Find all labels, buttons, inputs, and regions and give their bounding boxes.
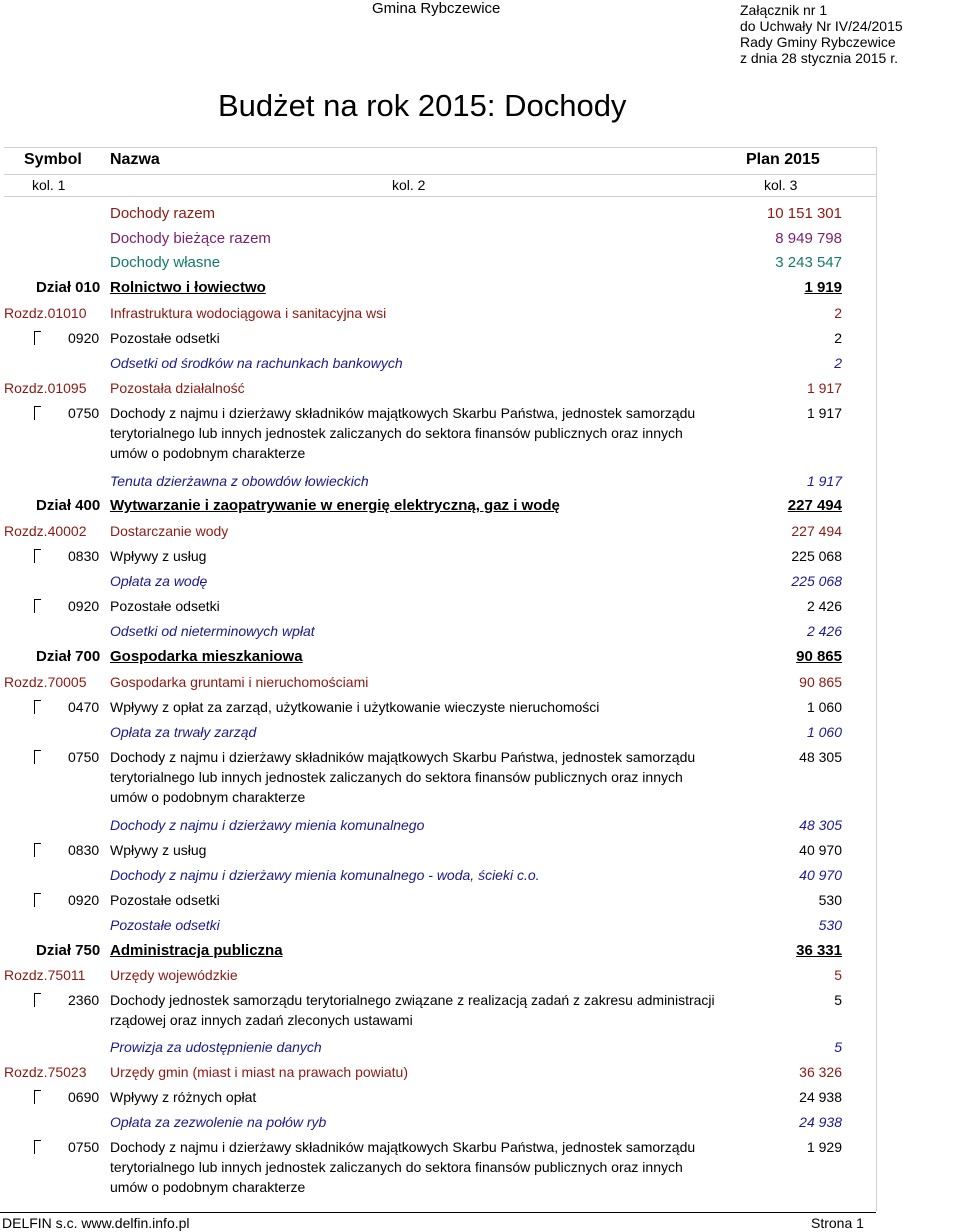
detail-value: 40 970 xyxy=(799,867,842,883)
paragraph-symbol: 0690 xyxy=(68,1089,100,1105)
summary-value: 8 949 798 xyxy=(775,230,842,247)
chapter-symbol: Rozdz.40002 xyxy=(4,523,87,539)
detail-value: 2 xyxy=(834,355,842,371)
detail-value: 225 068 xyxy=(791,573,842,589)
detail-value: 1 060 xyxy=(806,724,842,740)
paragraph-value: 2 xyxy=(834,330,842,346)
column-number-1: kol. 1 xyxy=(32,177,66,193)
chapter-name: Pozostała działalność xyxy=(110,380,245,396)
column-number-3: kol. 3 xyxy=(764,177,798,193)
bracket-icon xyxy=(34,599,45,613)
chapter-name: Gospodarka gruntami i nieruchomościami xyxy=(110,674,369,690)
attachment-line: do Uchwały Nr IV/24/2015 xyxy=(740,18,903,34)
paragraph-name: Pozostałe odsetki xyxy=(110,598,220,614)
column-header-symbol: Symbol xyxy=(24,151,82,168)
chapter-name: Urzędy wojewódzkie xyxy=(110,967,238,983)
paragraph-value: 1 929 xyxy=(806,1139,842,1155)
summary-value: 3 243 547 xyxy=(775,254,842,271)
bracket-icon xyxy=(34,993,45,1007)
chapter-name: Urzędy gmin (miast i miast na prawach powiatu) xyxy=(110,1064,408,1080)
detail-value: 24 938 xyxy=(799,1114,842,1130)
paragraph-symbol: 0470 xyxy=(68,699,100,715)
chapter-value: 1 917 xyxy=(806,380,842,396)
paragraph-value: 5 xyxy=(834,992,842,1008)
bracket-icon xyxy=(34,549,45,563)
attachment-note xyxy=(740,2,903,66)
section-value: 36 331 xyxy=(796,942,842,959)
column-number-2: kol. 2 xyxy=(392,177,426,193)
bracket-icon xyxy=(34,406,45,420)
paragraph-name: Pozostałe odsetki xyxy=(110,330,220,346)
bracket-icon xyxy=(34,750,45,764)
chapter-value: 5 xyxy=(834,967,842,983)
section-name: Rolnictwo i łowiectwo xyxy=(110,279,266,296)
summary-label: Dochody razem xyxy=(110,205,216,222)
paragraph-symbol: 0920 xyxy=(68,598,100,614)
header-divider xyxy=(4,196,876,197)
chapter-value: 2 xyxy=(834,305,842,321)
chapter-name: Dostarczanie wody xyxy=(110,523,229,539)
chapter-value: 227 494 xyxy=(791,523,842,539)
detail-name: Tenuta dzierżawna z obowdów łowieckich xyxy=(110,473,369,489)
document-title: Budżet na rok 2015: Dochody xyxy=(218,88,627,123)
detail-name: Opłata za wodę xyxy=(110,573,208,589)
detail-name: Odsetki od środków na rachunkach bankowych xyxy=(110,355,403,371)
paragraph-name: Wpływy z różnych opłat xyxy=(110,1089,257,1105)
paragraph-name: Wpływy z usług xyxy=(110,842,207,858)
chapter-symbol: Rozdz.70005 xyxy=(4,674,87,690)
chapter-symbol: Rozdz.01095 xyxy=(4,380,87,396)
section-name: Administracja publiczna xyxy=(110,942,283,959)
page-footer xyxy=(0,1212,876,1231)
chapter-name: Infrastruktura wodociągowa i sanitacyjna wsi xyxy=(110,305,387,321)
detail-name: Dochody z najmu i dzierżawy mienia komunalnego xyxy=(110,817,425,833)
municipality-name: Gmina Rybczewice xyxy=(372,0,501,17)
chapter-value: 90 865 xyxy=(799,674,842,690)
section-value: 90 865 xyxy=(796,648,842,665)
paragraph-name: Dochody z najmu i dzierżawy składników majątkowych Skarbu Państwa, jednostek samorządu terytorialnego lub innych jednostek zaliczanych do sektora finansów publicznych oraz innych umów o podobnym charakterze xyxy=(110,749,696,805)
summary-label: Dochody własne xyxy=(110,254,221,271)
summary-value: 10 151 301 xyxy=(766,205,842,222)
paragraph-symbol: 0830 xyxy=(68,548,100,564)
section-symbol: Dział 750 xyxy=(36,942,101,959)
detail-name: Opłata za trwały zarząd xyxy=(110,724,257,740)
paragraph-value: 530 xyxy=(818,892,842,908)
attachment-line: z dnia 28 stycznia 2015 r. xyxy=(740,50,898,66)
detail-value: 1 917 xyxy=(806,473,842,489)
detail-name: Opłata za zezwolenie na połów ryb xyxy=(110,1114,327,1130)
footer-publisher: DELFIN s.c. www.delfin.info.pl xyxy=(2,1215,190,1231)
section-symbol: Dział 400 xyxy=(36,497,101,514)
summary-label: Dochody bieżące razem xyxy=(110,230,271,247)
section-symbol: Dział 700 xyxy=(36,648,101,665)
detail-value: 48 305 xyxy=(799,817,842,833)
bracket-icon xyxy=(34,843,45,857)
paragraph-value: 1 917 xyxy=(806,405,842,421)
bracket-icon xyxy=(34,893,45,907)
paragraph-symbol: 2360 xyxy=(68,992,100,1008)
bracket-icon xyxy=(34,1090,45,1104)
section-value: 1 919 xyxy=(804,279,842,296)
paragraph-value: 24 938 xyxy=(799,1089,842,1105)
paragraph-name: Pozostałe odsetki xyxy=(110,892,220,908)
paragraph-symbol: 0750 xyxy=(68,405,100,421)
header-divider xyxy=(4,174,876,175)
column-header-name: Nazwa xyxy=(110,151,160,168)
paragraph-value: 40 970 xyxy=(799,842,842,858)
attachment-line: Rady Gminy Rybczewice xyxy=(740,34,896,50)
detail-name: Dochody z najmu i dzierżawy mienia komunalnego - woda, ścieki c.o. xyxy=(110,867,540,883)
column-header-plan: Plan 2015 xyxy=(746,151,820,168)
chapter-symbol: Rozdz.01010 xyxy=(4,305,87,321)
paragraph-value: 225 068 xyxy=(791,548,842,564)
attachment-line: Załącznik nr 1 xyxy=(740,2,828,18)
paragraph-symbol: 0920 xyxy=(68,330,100,346)
paragraph-name: Dochody jednostek samorządu terytorialnego związane z realizacją zadań z zakresu administracji rządowej oraz innych zadań zleconych ustawami xyxy=(110,992,715,1028)
bracket-icon xyxy=(34,700,45,714)
paragraph-name: Wpływy z usług xyxy=(110,548,207,564)
paragraph-value: 2 426 xyxy=(806,598,842,614)
page-number: Strona 1 xyxy=(811,1215,864,1231)
bracket-icon xyxy=(34,331,45,345)
section-symbol: Dział 010 xyxy=(36,279,101,296)
detail-value: 530 xyxy=(818,917,842,933)
chapter-value: 36 326 xyxy=(799,1064,842,1080)
paragraph-symbol: 0920 xyxy=(68,892,100,908)
paragraph-value: 48 305 xyxy=(799,749,842,765)
detail-name: Pozostałe odsetki xyxy=(110,917,220,933)
section-name: Wytwarzanie i zaopatrywanie w energię elektryczną, gaz i wodę xyxy=(110,497,560,514)
detail-value: 2 426 xyxy=(806,623,842,639)
paragraph-symbol: 0750 xyxy=(68,1139,100,1155)
paragraph-value: 1 060 xyxy=(806,699,842,715)
detail-name: Prowizja za udostępnienie danych xyxy=(110,1039,322,1055)
paragraph-name: Dochody z najmu i dzierżawy składników majątkowych Skarbu Państwa, jednostek samorządu terytorialnego lub innych jednostek zaliczanych do sektora finansów publicznych oraz innych umów o podobnym charakterze xyxy=(110,1139,696,1195)
section-value: 227 494 xyxy=(787,497,842,514)
detail-name: Odsetki od nieterminowych wpłat xyxy=(110,623,315,639)
paragraph-name: Dochody z najmu i dzierżawy składników majątkowych Skarbu Państwa, jednostek samorządu terytorialnego lub innych jednostek zaliczanych do sektora finansów publicznych oraz innych umów o podobnym charakterze xyxy=(110,405,696,461)
paragraph-symbol: 0830 xyxy=(68,842,100,858)
bracket-icon xyxy=(34,1140,45,1154)
paragraph-symbol: 0750 xyxy=(68,749,100,765)
chapter-symbol: Rozdz.75011 xyxy=(4,967,86,983)
section-name: Gospodarka mieszkaniowa xyxy=(110,648,303,665)
chapter-symbol: Rozdz.75023 xyxy=(4,1064,87,1080)
detail-value: 5 xyxy=(834,1039,842,1055)
paragraph-name: Wpływy z opłat za zarząd, użytkowanie i użytkowanie wieczyste nieruchomości xyxy=(110,699,600,715)
